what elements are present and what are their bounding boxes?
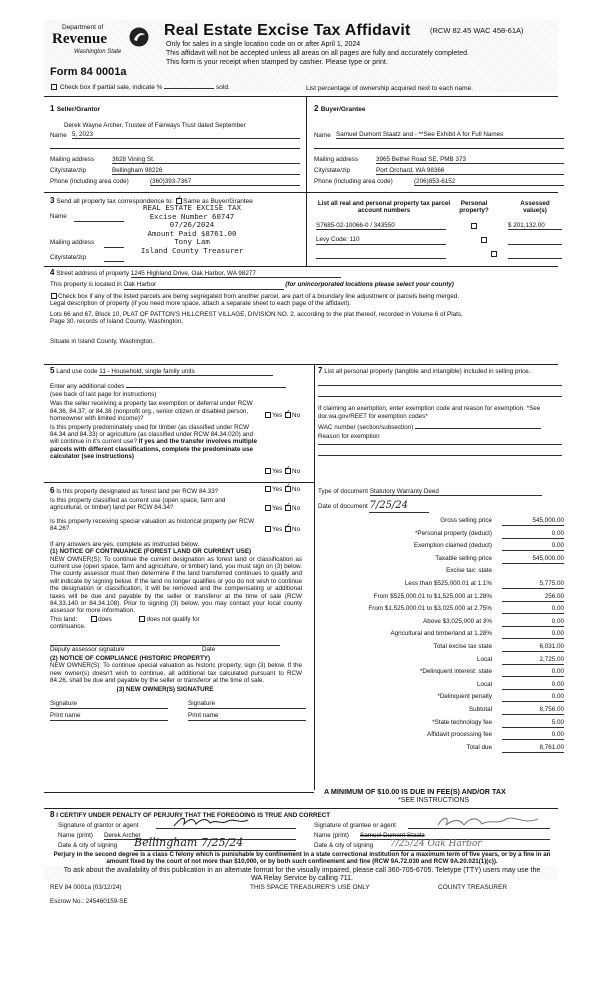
corr-name-line[interactable] — [74, 214, 124, 222]
alternate-format-notice: To ask about the availability of this publication in an alternate format for the visually impaired, please call 360-705-6705. Teletype (TTY) users may use the WA Relay Service by calling 711. — [63, 867, 541, 883]
seller-phone-value[interactable]: (360)393-7367 — [150, 178, 300, 186]
tax-row-value[interactable]: 5,775.00 — [502, 580, 564, 589]
tax-row — [318, 517, 564, 528]
assessed-col-header: Assessed value(s) — [520, 200, 550, 215]
wac-field[interactable] — [415, 422, 541, 429]
personal-col-header: Personal property? — [459, 200, 489, 215]
notice-compliance-title: (2) NOTICE OF COMPLIANCE (HISTORIC PROPERTY) — [50, 654, 211, 662]
tax-row-value[interactable]: 0.00 — [502, 542, 564, 551]
additional-codes-label: Enter any additional codes — [50, 383, 125, 391]
treasurer-use-label: THIS SPACE TREASURER'S USE ONLY — [250, 884, 370, 891]
tax-row — [318, 530, 564, 541]
same-as-buyer-label: Same as Buyer/Grantee — [183, 198, 253, 205]
current-use-question: Is this property classified as current use (open space, farm and agricultural, or timber) land per RCW 84.34? — [50, 497, 226, 512]
property-section — [50, 268, 560, 364]
buyer-name-label: Name — [314, 132, 331, 139]
property-address[interactable]: 1245 Highland Drive, Oak Harbor, WA 98277 — [131, 270, 341, 278]
stamp-line: Amount Paid $8761.00 — [147, 228, 237, 238]
seller-mailing-label: Mailing address — [50, 156, 95, 163]
see-instructions-note: *SEE INSTRUCTIONS — [398, 797, 470, 804]
seller-mailing-value[interactable]: 3628 Vining St. — [112, 156, 300, 164]
tax-row-label: Agricultural and timberland at 1.28% — [390, 630, 492, 638]
tax-row — [318, 744, 564, 755]
minimum-due-note: A MINIMUM OF $10.00 IS DUE IN FEE(S) AND/OR TAX — [324, 787, 506, 796]
grantee-name-value[interactable]: Samuel Dumont Staatz — [360, 832, 550, 840]
current-use-yes-checkbox[interactable] — [265, 505, 271, 511]
personal-checkbox-3[interactable] — [491, 251, 497, 257]
dor-logo — [50, 22, 160, 66]
personal-property-line-2[interactable] — [318, 396, 562, 397]
seller-name-line2[interactable]: 5, 2023 — [72, 131, 300, 139]
buyer-mailing-value[interactable]: 3965 Bethel Road SE, PMB 373 — [376, 156, 564, 164]
buyer-phone-label: Phone (including area code) — [314, 178, 393, 185]
tax-row — [318, 542, 564, 553]
land-use-number: 5 — [50, 366, 55, 375]
tax-row-value[interactable]: 0.00 — [502, 630, 564, 639]
header-note-2: This affidavit will not be accepted unless all areas on all pages are fully and accurately completed. — [166, 50, 469, 57]
corr-city-label: City/state/zip — [50, 254, 87, 261]
tax-row — [318, 656, 564, 667]
legal-description-line3[interactable]: Situate in Island County, Washington. — [50, 337, 155, 345]
correspondence-number: 3 — [50, 196, 55, 205]
corr-name-label: Name — [50, 213, 67, 220]
tax-row — [318, 731, 564, 742]
tax-row-label: From $525,000.01 to $1,525,000 at 1.28% — [373, 592, 492, 600]
grantor-signature-icon — [172, 814, 252, 830]
doc-date-label: Date of document — [318, 503, 368, 511]
county-treasurer-label: COUNTY TREASURER — [438, 884, 508, 891]
exemption-question: Was the seller receiving a property tax exemption or deferral under RCW 84.36, 84.37, or 84.38 (nonprofit org., senior citizen or disabled person, homeowner with limited income)? — [50, 400, 253, 423]
legal-description-line2[interactable]: Page 30, records of Island County, Washington. — [50, 318, 184, 326]
corr-city-line[interactable] — [104, 254, 124, 262]
grantor-name-value[interactable]: Derek Archer — [104, 832, 296, 840]
exemption-no-checkbox[interactable] — [285, 412, 291, 418]
timber-no-checkbox[interactable] — [285, 468, 291, 474]
document-info — [318, 488, 562, 513]
stamp-line: REAL ESTATE EXCISE TAX — [143, 203, 241, 212]
stamp-line: Island County Treasurer — [140, 245, 244, 255]
tax-row-label: Total due — [466, 743, 492, 751]
tax-row-label: Gross selling price — [440, 517, 492, 524]
tax-row-value[interactable]: 6,031.00 — [502, 643, 564, 652]
print-name-label: Print name — [188, 711, 219, 719]
property-heading: Street address of property — [56, 270, 130, 277]
tax-row-label: Subtotal — [468, 706, 492, 713]
tax-row-label: Exemption claimed (deduct) — [413, 542, 492, 550]
sold-label: sold. — [216, 84, 230, 91]
personal-property-heading: List all personal property (tangible and intangible) included in selling price. — [324, 368, 531, 375]
timber-yes-checkbox[interactable] — [265, 468, 271, 474]
segregated-label: Check box if any of the listed parcels are being segregated from another parcel, are part of a boundary line adjustment or parcels being merged. — [58, 292, 460, 300]
seller-number: 1 — [50, 104, 55, 113]
partial-sale-checkbox[interactable] — [51, 84, 57, 90]
seller-city-value[interactable]: Bellingham 98226 — [112, 167, 300, 175]
section6-number: 6 — [50, 486, 55, 495]
exemption-note: If claiming an exemption, enter exemption code and reason for exemption. *See dor.wa.gov/REET for exemption codes* — [318, 405, 541, 420]
certify-statement: I CERTIFY UNDER PENALTY OF PERJURY THAT THE FOREGOING IS TRUE AND CORRECT — [56, 812, 331, 819]
land-use-heading: Land use code — [56, 368, 98, 375]
tax-row-value[interactable]: 256.00 — [502, 593, 564, 602]
historic-no-checkbox[interactable] — [285, 526, 291, 532]
personal-checkbox-2[interactable] — [481, 237, 487, 243]
personal-property-line-1[interactable] — [318, 385, 562, 386]
personal-checkbox-1[interactable] — [471, 223, 477, 229]
tax-row-label: From $1,525,000.01 to $3,025,000 at 2.75% — [368, 605, 492, 613]
does-checkbox[interactable] — [91, 616, 97, 622]
tax-row-value[interactable]: 2,725.00 — [502, 656, 564, 665]
personal-property-section — [318, 366, 562, 456]
tax-row — [318, 681, 564, 692]
legal-description-label: Legal description of property (if you need more space, attach a separate sheet to each page of the affidavit). — [50, 300, 351, 308]
tax-row-label: Total excise tax state — [433, 643, 492, 650]
wac-label: WAC number (section/subsection) — [318, 424, 414, 432]
tax-row — [318, 719, 564, 730]
property-number: 4 — [50, 268, 55, 277]
legal-description-line1[interactable]: Lots 66 and 67, Block 10, PLAT OF PATTON'S HILLCREST VILLAGE, DIVISION NO. 2, according to the plat thereof, recorded in Volume 6 of Plats, — [50, 310, 463, 318]
dept-label: Department of — [62, 24, 104, 31]
reason-line-2[interactable] — [318, 455, 562, 456]
buyer-section — [314, 104, 564, 185]
tax-row-value[interactable]: 545,000.00 — [502, 517, 564, 526]
tax-row — [318, 580, 564, 591]
stamp-line: Excise Number 60747 — [149, 211, 235, 221]
assessed-value-1[interactable]: $ 201,132.00 — [508, 222, 562, 230]
tax-row-label: Local — [476, 655, 492, 663]
section8-number: 8 — [50, 810, 55, 819]
deputy-date-label: Date — [202, 645, 216, 653]
located-value[interactable]: Oak Harbor — [124, 281, 284, 289]
list-percentage-note: List percentage of ownership acquired next to each name. — [306, 85, 473, 92]
buyer-number: 2 — [314, 104, 319, 113]
stamp-line: Tony Lam — [174, 237, 210, 247]
tax-row-value[interactable]: 0.00 — [502, 668, 564, 677]
partial-sale-row — [50, 84, 230, 92]
grantor-date-value[interactable]: Bellingham 7/25/24 — [134, 837, 296, 851]
tax-row-value[interactable]: 0.00 — [502, 731, 564, 740]
buyer-heading: Buyer/Grantee — [320, 106, 366, 113]
tax-row-label: Affidavit processing fee — [427, 731, 492, 739]
treasurer-stamp — [124, 204, 260, 255]
tax-row-value[interactable]: 0.00 — [502, 681, 564, 690]
notice-continuance-title: (1) NOTICE OF CONTINUANCE (FOREST LAND OR CURRENT USE) — [50, 548, 252, 556]
seller-heading: Seller/Grantor — [56, 106, 101, 113]
certify-section — [50, 810, 560, 850]
form-number: Form 84 0001a — [50, 66, 127, 78]
tax-row-value[interactable]: 8,756.00 — [502, 706, 564, 715]
correspondence-section — [50, 196, 300, 264]
grantor-date-label: Date & city of signing — [58, 842, 118, 849]
parcel-table — [312, 200, 562, 266]
land-use-section — [50, 366, 312, 475]
tax-row — [318, 630, 564, 641]
tax-row — [318, 693, 564, 704]
section7-number: 7 — [318, 366, 323, 375]
timber-question: Is this property predominately used for timber (as classified under RCW 84.34 and 84.33) or agriculture (as classified under RCW 84.34.020) and will continue in it's current use? If yes and the transfer involves multiple parcels with different classifications, complete the predominate use calculator (see instructions) — [50, 423, 257, 461]
tax-row-label: Excise tax: state — [446, 567, 492, 575]
stamp-line: 07/26/2024 — [169, 220, 215, 230]
parcel-col-header: List all real and personal property tax parcel account numbers — [317, 200, 451, 215]
seller-name-line1[interactable]: Derek Wayne Archer, Trustee of Fairways Trust dated September — [64, 122, 246, 129]
timber-yes-no: Yes ✓ No — [264, 468, 300, 475]
buyer-name-value[interactable]: Samuel Dumont Staatz and - **See Exhibit A for Full Names — [336, 131, 564, 139]
tax-row-label: *Delinquent interest: state — [419, 668, 492, 676]
buyer-phone-value[interactable]: (206)853-6152 — [414, 178, 564, 186]
header-note-3: This form is your receipt when stamped by cashier. Please type or print. — [166, 59, 388, 66]
grantor-signature-label: Signature of grantor or agent — [58, 822, 139, 829]
buyer-city-value[interactable]: Port Orchard, WA 98366 — [376, 167, 564, 175]
partial-sale-label: Check box if partial sale, indicate % — [59, 84, 163, 91]
grantee-name-label: Name (print) — [314, 832, 349, 839]
tax-row-value[interactable]: 545,000.00 — [502, 555, 564, 564]
tax-row — [318, 567, 564, 578]
perjury-notice: Perjury in the second degree is a class C felony which is punishable by confinement in a state correctional institution for a maximum term of five years, or by a fine in an amount fixed by the court of not more than $10,000, or by both such confinement and fine (RCW 9A.72.030 and RCW 9A.20.021(1)(c)). — [53, 851, 551, 866]
tax-row — [318, 643, 564, 654]
tax-row — [318, 593, 564, 604]
state-label: Washington State — [74, 49, 122, 55]
tax-row-value[interactable]: 0.00 — [502, 530, 564, 539]
tax-row-value[interactable]: 0.00 — [502, 605, 564, 614]
tax-row-value[interactable]: 0.00 — [502, 618, 564, 627]
additional-codes-field[interactable] — [126, 381, 286, 388]
parcel-number-1[interactable]: S7685-02-10066-0 / 343550 — [316, 222, 446, 230]
historic-question: Is this property receiving special valuation as historical property per RCW 84.26? — [50, 517, 255, 533]
located-note: (for unincorporated locations please select your county) — [285, 281, 454, 289]
new-owner-signature-heading: (3) NEW OWNER(S) SIGNATURE — [116, 686, 214, 694]
exemption-yes-no: Yes ✓ No — [264, 412, 300, 419]
current-use-no-checkbox[interactable] — [285, 505, 291, 511]
corr-mailing-label: Mailing address — [50, 239, 95, 246]
page-title: Real Estate Excise Tax Affidavit — [164, 22, 411, 39]
corr-mailing-line[interactable] — [104, 240, 124, 248]
doc-type-label: Type of document — [318, 488, 369, 495]
exemption-yes-checkbox[interactable] — [265, 412, 271, 418]
buyer-city-label: City/state/zip — [314, 167, 351, 174]
signature-label: Signature — [50, 699, 77, 707]
doc-type-value[interactable]: Statutory Warranty Deed — [370, 488, 542, 496]
does-label: does — [98, 615, 112, 623]
deputy-signature-label: Deputy assessor signature — [50, 645, 125, 653]
tax-row-value[interactable]: 5.00 — [502, 719, 564, 728]
escrow-number: Escrow No.: 245460159-SE — [50, 898, 128, 905]
notice-continuance-body: NEW OWNER(S): To continue the current designation as forest land or classification as current use (open space, farm and agriculture, or timber) land, you must sign on (3) below. The county assessor must then determine if the land transferred continues to qualify and will indicate by signing below. If the land no longer qualifies or you do not wish to continue the designation or classification, it will be removed and the compensating or additional taxes will be due and payable by the seller or transferor at the time of sale (RCW 84.33.140 or 84.34.108). Prior to signing (3) below, you may contact your local county assessor for more information. — [50, 555, 302, 615]
if-any-yes-note: If any answers are yes, complete as instructed below. — [50, 540, 200, 548]
tax-row-label: Above $3,025,000 at 3% — [423, 617, 492, 625]
see-back-note: (see back of last page for instructions) — [50, 390, 157, 398]
segregated-checkbox[interactable] — [51, 293, 57, 299]
tax-row-label: Taxable selling price — [435, 554, 492, 562]
does-not-label: does not qualify for — [146, 615, 200, 623]
grantee-date-label: Date & city of signing — [314, 842, 374, 849]
tax-row-label: *Personal property (deduct) — [414, 529, 492, 537]
tax-row-label: Less than $525,000.01 at 1.1% — [404, 580, 492, 587]
reason-label: Reason for exemption — [318, 432, 380, 440]
located-label: This property is located in — [50, 281, 122, 289]
print-name-label: Print name — [50, 711, 81, 719]
revision-label: REV 84 0001a (03/12/24) — [50, 884, 122, 891]
continuance-label: continuance. — [50, 623, 86, 631]
tax-row — [318, 706, 564, 717]
grantee-signature-icon — [434, 813, 544, 831]
tax-row-value[interactable]: 0.00 — [502, 693, 564, 702]
forest-yes-checkbox[interactable] — [265, 486, 271, 492]
citation: (RCW 82.45 WAC 458-61A) — [430, 26, 524, 35]
tax-row-label: *State technology fee — [432, 718, 492, 726]
this-land-label: This land: — [50, 615, 78, 623]
reason-line-1[interactable] — [318, 444, 562, 445]
tax-row-label: Local — [476, 680, 492, 688]
forest-question: Is this property designated as forest land per RCW 84.33? — [56, 488, 219, 495]
tax-row — [318, 668, 564, 679]
levy-code-label: Levy Code: — [316, 236, 348, 243]
tax-row-value[interactable] — [502, 567, 564, 576]
seller-name-label: Name — [50, 132, 67, 139]
seller-section — [50, 104, 300, 185]
grantee-signature-label: Signature of grantee or agent — [314, 822, 396, 829]
notice-compliance-body: NEW OWNER(S): To continue special valuation as historic property, sign (3) below. If the new owner(s) doesn't wish to continue, all additional tax calculated pursuant to RCW 84.26, shall be due and payable by the seller or transferor at the time of sale. — [50, 662, 302, 685]
seller-city-label: City/state/zip — [50, 167, 87, 174]
tax-row — [318, 618, 564, 629]
tax-row — [318, 555, 564, 566]
buyer-mailing-label: Mailing address — [314, 156, 359, 163]
land-use-code[interactable]: 11 - Household, single family units — [99, 368, 273, 376]
grantee-date-value[interactable]: 7/25/24 Oak Harbor — [390, 839, 550, 851]
signature-label: Signature — [188, 699, 215, 707]
dor-logo-icon — [128, 26, 150, 48]
header-note-1: Only for sales in a single location code on or after April 1, 2024 — [166, 41, 361, 48]
historic-yes-checkbox[interactable] — [265, 526, 271, 532]
seller-phone-label: Phone (including area code) — [50, 178, 129, 185]
doc-date-value[interactable]: 7/25/24 — [369, 500, 429, 513]
levy-code-value[interactable]: 110 — [349, 236, 360, 243]
does-not-checkbox[interactable] — [139, 616, 145, 622]
revenue-wordmark: Revenue — [52, 31, 107, 47]
forest-no-checkbox[interactable] — [285, 486, 291, 492]
correspondence-heading: Send all property tax correspondence to: — [56, 198, 174, 205]
tax-row-label: *Delinquent penalty — [437, 693, 492, 701]
grantor-name-label: Name (print) — [58, 832, 93, 839]
tax-row — [318, 605, 564, 616]
tax-row-value[interactable]: 8,761.00 — [502, 744, 564, 753]
forest-land-section: 6 Is this property designated as forest land per RCW 84.33? Yes ✓ No Is this property classified as current use (open space, farm and agricultural, or timber) land per RCW 84.34? Yes ✓ No Is this property receiving special valuation as historical property per RCW 84.26? Yes ✓ No If any answers are yes, complete as instructed below. (1) NOTICE OF CONTINUANCE (FOREST LAND OR CURRENT USE) NEW OWNER(S): To continue the current designation as forest land or classification as current use (open space, farm and agriculture, or timber) land, you must sign on (3) below. The county assessor must then determine if the land transferred continues to qualify and will indicate by signing below. If the land no longer qualifies or you do not wish to continue the designation or classification, it will be removed and the compensating or additional taxes will be due and payable by the seller or transferor at the time of sale (RCW 84.33.140 or 84.34.108). Prior to signing (3) below, you may contact your local county assessor for more information. This land: does does not qualify for continuance. Deputy assessor signature Date (2) NOTICE OF COMPLIANCE (HISTORIC PROPERTY) NEW OWNER(S): To continue special valuation as historic property, sign (3) below. If the new owner(s) doesn't wish to continue, all additional tax calculated pursuant to RCW 84.26, shall be due and payable by the seller or transferor at the time of sale. (3) NEW OWNER(S) SIGNATURE Signature Signature Print name Print name — [50, 486, 312, 722]
